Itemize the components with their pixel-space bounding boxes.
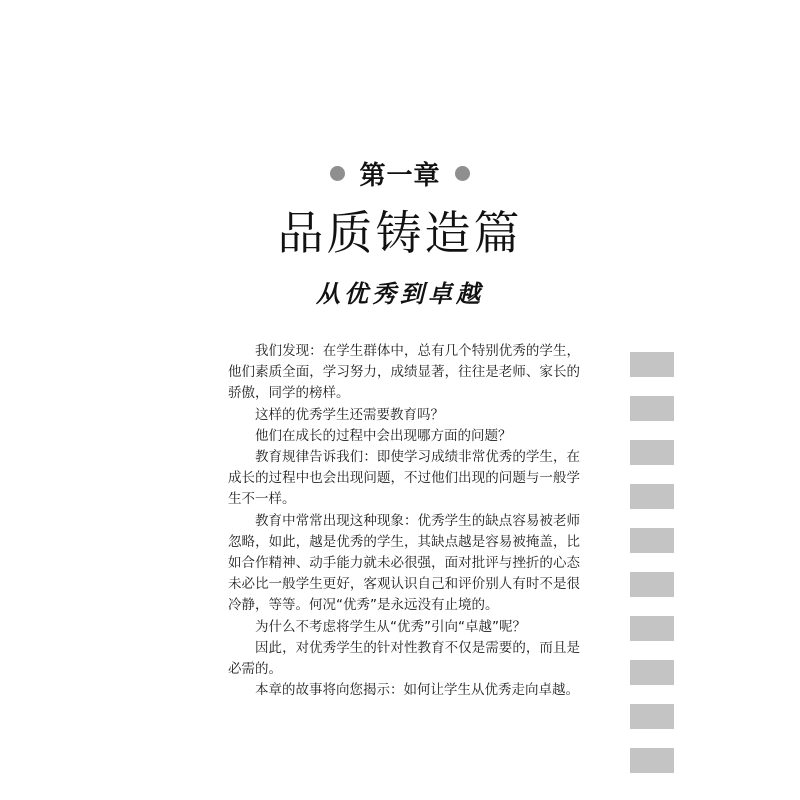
paragraph: 教育规律告诉我们：即使学习成绩非常优秀的学生，在成长的过程中也会出现问题，不过他们出现的问题与一般学生不一样。 [228, 449, 580, 508]
paragraph: 为什么不考虑将学生从“优秀”引向“卓越”呢？ [255, 618, 526, 635]
side-tabs [630, 352, 674, 792]
left-dot-icon [330, 166, 345, 181]
side-tab [630, 616, 674, 641]
section-title: 品质铸造篇 [277, 206, 523, 260]
paragraph: 教育中常常出现这种现象：优秀学生的缺点容易被老师忽略，如此，越是优秀的学生，其缺点越是容易被掩盖，比如合作精神、动手能力就未必很强，面对批评与挫折的心态未必比一般学生更好，客观认识自己和评价别人有时不是很冷静，等等。何况“优秀”是永远没有止境的。 [228, 512, 580, 614]
side-tab [630, 528, 674, 553]
side-tab [630, 572, 674, 597]
section-subtitle: 从优秀到卓越 [316, 279, 484, 308]
paragraph: 本章的故事将向您揭示：如何让学生从优秀走向卓越。 [255, 682, 579, 699]
right-dot-icon [455, 166, 470, 181]
paragraph: 他们在成长的过程中会出现哪方面的问题？ [255, 427, 512, 444]
side-tab [630, 660, 674, 685]
chapter-heading [0, 156, 800, 190]
side-tab [630, 748, 674, 773]
side-tab [630, 352, 674, 377]
side-tab [630, 440, 674, 465]
paragraph: 因此，对优秀学生的针对性教育不仅是需要的，而且是必需的。 [228, 639, 580, 678]
chapter-label: 第一章 [359, 160, 441, 191]
side-tab [630, 396, 674, 421]
paragraph: 这样的优秀学生还需要教育吗？ [255, 406, 444, 423]
paragraph: 我们发现：在学生群体中，总有几个特别优秀的学生，他们素质全面，学习努力，成绩显著，往往是老师、家长的骄傲，同学的榜样。 [228, 343, 580, 402]
intro-text [228, 341, 580, 701]
side-tab [630, 484, 674, 509]
side-tab [630, 704, 674, 729]
